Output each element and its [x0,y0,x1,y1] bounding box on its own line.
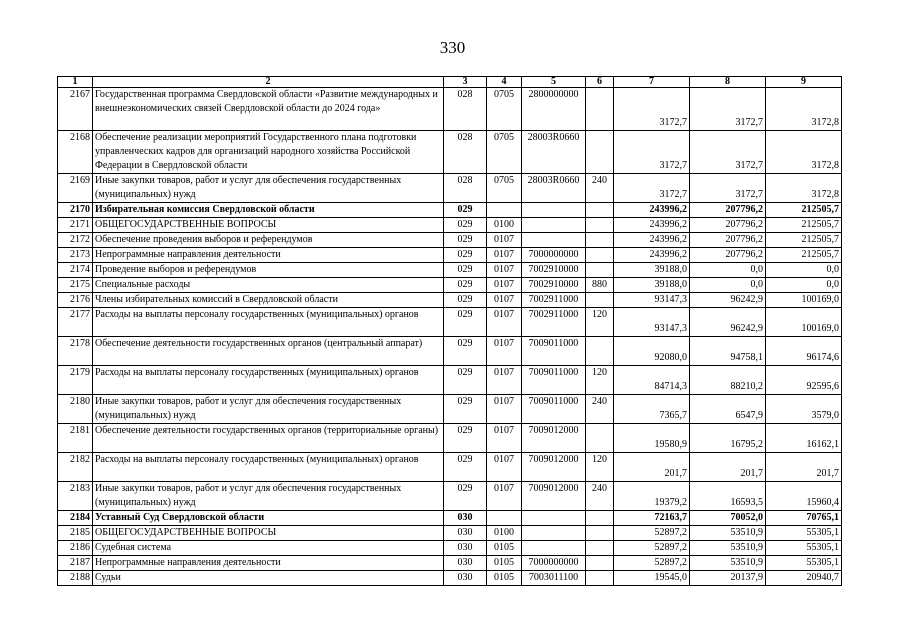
row-name: ОБЩЕГОСУДАРСТВЕННЫЕ ВОПРОСЫ [93,218,444,233]
row-number: 2186 [58,541,93,556]
table-row [58,248,842,263]
ministry-code: 029 [444,337,487,366]
ministry-code: 030 [444,541,487,556]
expense-type-code: 240 [586,482,614,511]
amount-col-7: 93147,3 [614,293,690,308]
table-row [58,526,842,541]
table-row [58,453,842,482]
amount-col-7: 93147,3 [614,308,690,337]
target-article-code: 7002910000 [522,263,586,278]
amount-col-8: 88210,2 [690,366,766,395]
amount-col-8: 207796,2 [690,233,766,248]
section-code: 0107 [487,424,522,453]
expense-type-code [586,511,614,526]
amount-col-8: 6547,9 [690,395,766,424]
target-article-code [522,203,586,218]
row-number: 2188 [58,571,93,586]
target-article-code: 7002910000 [522,278,586,293]
header-cell: 7 [614,77,690,88]
expense-type-code [586,337,614,366]
amount-col-9: 0,0 [766,278,842,293]
section-code [487,203,522,218]
amount-col-7: 7365,7 [614,395,690,424]
section-code: 0705 [487,174,522,203]
section-code: 0107 [487,308,522,337]
amount-col-7: 243996,2 [614,218,690,233]
amount-col-8: 53510,9 [690,526,766,541]
row-number: 2177 [58,308,93,337]
expense-type-code [586,263,614,278]
row-number: 2176 [58,293,93,308]
row-name: Расходы на выплаты персоналу государственных (муниципальных) органов [93,308,444,337]
ministry-code: 029 [444,278,487,293]
amount-col-7: 19580,9 [614,424,690,453]
row-name: Проведение выборов и референдумов [93,263,444,278]
amount-col-9: 212505,7 [766,248,842,263]
table-row [58,511,842,526]
section-code: 0105 [487,556,522,571]
row-number: 2187 [58,556,93,571]
section-code: 0100 [487,218,522,233]
table-row [58,308,842,337]
row-number: 2185 [58,526,93,541]
header-cell: 8 [690,77,766,88]
target-article-code: 7009012000 [522,424,586,453]
amount-col-9: 100169,0 [766,308,842,337]
amount-col-7: 19379,2 [614,482,690,511]
amount-col-9: 212505,7 [766,233,842,248]
row-name: Обеспечение реализации мероприятий Государственного плана подготовки управленческих кадров для организаций народного хозяйства Российской Федерации в Свердловской области [93,131,444,174]
expense-type-code [586,218,614,233]
section-code: 0107 [487,233,522,248]
amount-col-8: 53510,9 [690,556,766,571]
amount-col-8: 16795,2 [690,424,766,453]
expense-type-code: 240 [586,174,614,203]
amount-col-9: 3172,8 [766,131,842,174]
amount-col-8: 3172,7 [690,174,766,203]
amount-col-9: 0,0 [766,263,842,278]
table-row [58,337,842,366]
ministry-code: 029 [444,453,487,482]
section-code: 0105 [487,571,522,586]
row-number: 2184 [58,511,93,526]
section-code: 0107 [487,248,522,263]
section-code: 0105 [487,541,522,556]
table-row [58,263,842,278]
amount-col-7: 72163,7 [614,511,690,526]
amount-col-8: 96242,9 [690,293,766,308]
ministry-code: 028 [444,131,487,174]
table-row [58,88,842,131]
header-cell: 4 [487,77,522,88]
target-article-code [522,526,586,541]
expense-type-code [586,571,614,586]
row-name: Иные закупки товаров, работ и услуг для обеспечения государственных (муниципальных) нужд [93,482,444,511]
page-number: 330 [439,38,466,57]
header-cell: 2 [93,77,444,88]
amount-col-7: 3172,7 [614,88,690,131]
amount-col-7: 3172,7 [614,174,690,203]
expense-type-code [586,233,614,248]
row-number: 2183 [58,482,93,511]
amount-col-9: 55305,1 [766,556,842,571]
amount-col-8: 207796,2 [690,218,766,233]
target-article-code [522,233,586,248]
header-cell: 3 [444,77,487,88]
amount-col-7: 243996,2 [614,203,690,218]
section-code: 0107 [487,453,522,482]
target-article-code: 7009011000 [522,366,586,395]
amount-col-9: 212505,7 [766,203,842,218]
table-row [58,556,842,571]
table-row [58,174,842,203]
amount-col-7: 201,7 [614,453,690,482]
amount-col-8: 207796,2 [690,203,766,218]
section-code: 0107 [487,293,522,308]
expense-type-code: 880 [586,278,614,293]
table-row [58,395,842,424]
amount-col-7: 92080,0 [614,337,690,366]
amount-col-7: 19545,0 [614,571,690,586]
row-name: Обеспечение проведения выборов и референдумов [93,233,444,248]
row-name: Обеспечение деятельности государственных органов (территориальные органы) [93,424,444,453]
amount-col-9: 201,7 [766,453,842,482]
amount-col-8: 0,0 [690,278,766,293]
amount-col-8: 20137,9 [690,571,766,586]
table-row [58,218,842,233]
expense-type-code [586,293,614,308]
amount-col-9: 15960,4 [766,482,842,511]
header-row [58,77,842,88]
ministry-code: 029 [444,218,487,233]
amount-col-8: 16593,5 [690,482,766,511]
ministry-code: 029 [444,308,487,337]
header-cell: 6 [586,77,614,88]
row-name: Непрограммные направления деятельности [93,248,444,263]
table-row [58,366,842,395]
amount-col-7: 243996,2 [614,233,690,248]
amount-col-8: 201,7 [690,453,766,482]
row-name: Уставный Суд Свердловской области [93,511,444,526]
row-name: Расходы на выплаты персоналу государственных (муниципальных) органов [93,453,444,482]
expense-type-code [586,248,614,263]
row-number: 2180 [58,395,93,424]
header-cell: 5 [522,77,586,88]
ministry-code: 029 [444,482,487,511]
table-row [58,424,842,453]
row-name: Иные закупки товаров, работ и услуг для обеспечения государственных (муниципальных) нужд [93,174,444,203]
target-article-code: 7009011000 [522,395,586,424]
row-name: Государственная программа Свердловской области «Развитие международных и внешнеэкономических связей Свердловской области до 2024 года» [93,88,444,131]
expense-type-code: 120 [586,366,614,395]
row-name: Непрограммные направления деятельности [93,556,444,571]
amount-col-7: 52897,2 [614,541,690,556]
target-article-code: 7003011100 [522,571,586,586]
amount-col-8: 3172,7 [690,88,766,131]
target-article-code: 28003R0660 [522,174,586,203]
expense-type-code [586,88,614,131]
target-article-code: 2800000000 [522,88,586,131]
ministry-code: 030 [444,511,487,526]
row-name: Судебная система [93,541,444,556]
ministry-code: 029 [444,293,487,308]
amount-col-9: 3172,8 [766,88,842,131]
ministry-code: 029 [444,248,487,263]
section-code: 0107 [487,278,522,293]
expense-type-code: 120 [586,453,614,482]
row-name: Иные закупки товаров, работ и услуг для обеспечения государственных (муниципальных) нужд [93,395,444,424]
ministry-code: 030 [444,556,487,571]
target-article-code: 7009011000 [522,337,586,366]
row-number: 2175 [58,278,93,293]
target-article-code: 7002911000 [522,308,586,337]
amount-col-8: 207796,2 [690,248,766,263]
amount-col-8: 3172,7 [690,131,766,174]
amount-col-7: 3172,7 [614,131,690,174]
target-article-code: 7009012000 [522,482,586,511]
table-row [58,571,842,586]
expense-type-code [586,556,614,571]
amount-col-7: 52897,2 [614,556,690,571]
row-name: Члены избирательных комиссий в Свердловской области [93,293,444,308]
section-code: 0107 [487,263,522,278]
row-number: 2168 [58,131,93,174]
section-code: 0705 [487,131,522,174]
row-number: 2182 [58,453,93,482]
row-number: 2172 [58,233,93,248]
header-cell: 9 [766,77,842,88]
expense-type-code [586,526,614,541]
row-number: 2171 [58,218,93,233]
header-cell: 1 [58,77,93,88]
row-number: 2173 [58,248,93,263]
amount-col-7: 39188,0 [614,263,690,278]
amount-col-9: 100169,0 [766,293,842,308]
target-article-code: 28003R0660 [522,131,586,174]
amount-col-8: 53510,9 [690,541,766,556]
amount-col-9: 55305,1 [766,526,842,541]
target-article-code: 7000000000 [522,248,586,263]
target-article-code [522,511,586,526]
amount-col-8: 70052,0 [690,511,766,526]
target-article-code: 7000000000 [522,556,586,571]
section-code [487,511,522,526]
amount-col-7: 84714,3 [614,366,690,395]
section-code: 0107 [487,337,522,366]
ministry-code: 028 [444,88,487,131]
ministry-code: 029 [444,424,487,453]
expense-type-code: 240 [586,395,614,424]
row-number: 2167 [58,88,93,131]
ministry-code: 030 [444,526,487,541]
target-article-code [522,541,586,556]
row-name: Специальные расходы [93,278,444,293]
amount-col-9: 3172,8 [766,174,842,203]
table-row [58,293,842,308]
amount-col-9: 16162,1 [766,424,842,453]
row-number: 2169 [58,174,93,203]
row-name: Избирательная комиссия Свердловской области [93,203,444,218]
table-row [58,131,842,174]
amount-col-7: 52897,2 [614,526,690,541]
row-number: 2174 [58,263,93,278]
row-number: 2179 [58,366,93,395]
table-row [58,278,842,293]
amount-col-9: 96174,6 [766,337,842,366]
target-article-code [522,218,586,233]
ministry-code: 029 [444,203,487,218]
amount-col-9: 3579,0 [766,395,842,424]
table-row [58,203,842,218]
table-row [58,482,842,511]
amount-col-8: 94758,1 [690,337,766,366]
row-name: Расходы на выплаты персоналу государственных (муниципальных) органов [93,366,444,395]
ministry-code: 029 [444,366,487,395]
table-row [58,541,842,556]
ministry-code: 029 [444,395,487,424]
ministry-code: 029 [444,263,487,278]
amount-col-7: 243996,2 [614,248,690,263]
amount-col-9: 20940,7 [766,571,842,586]
section-code: 0107 [487,366,522,395]
row-name: ОБЩЕГОСУДАРСТВЕННЫЕ ВОПРОСЫ [93,526,444,541]
amount-col-9: 55305,1 [766,541,842,556]
expense-type-code: 120 [586,308,614,337]
section-code: 0705 [487,88,522,131]
row-name: Обеспечение деятельности государственных органов (центральный аппарат) [93,337,444,366]
ministry-code: 030 [444,571,487,586]
amount-col-7: 39188,0 [614,278,690,293]
amount-col-9: 70765,1 [766,511,842,526]
expense-type-code [586,131,614,174]
section-code: 0100 [487,526,522,541]
amount-col-8: 0,0 [690,263,766,278]
budget-table [57,76,842,586]
row-number: 2178 [58,337,93,366]
section-code: 0107 [487,482,522,511]
table-row [58,233,842,248]
ministry-code: 029 [444,233,487,248]
expense-type-code [586,424,614,453]
table-body [58,88,842,586]
target-article-code: 7009012000 [522,453,586,482]
row-number: 2170 [58,203,93,218]
expense-type-code [586,203,614,218]
section-code: 0107 [487,395,522,424]
row-name: Судьи [93,571,444,586]
ministry-code: 028 [444,174,487,203]
amount-col-9: 212505,7 [766,218,842,233]
expense-type-code [586,541,614,556]
amount-col-8: 96242,9 [690,308,766,337]
target-article-code: 7002911000 [522,293,586,308]
amount-col-9: 92595,6 [766,366,842,395]
row-number: 2181 [58,424,93,453]
